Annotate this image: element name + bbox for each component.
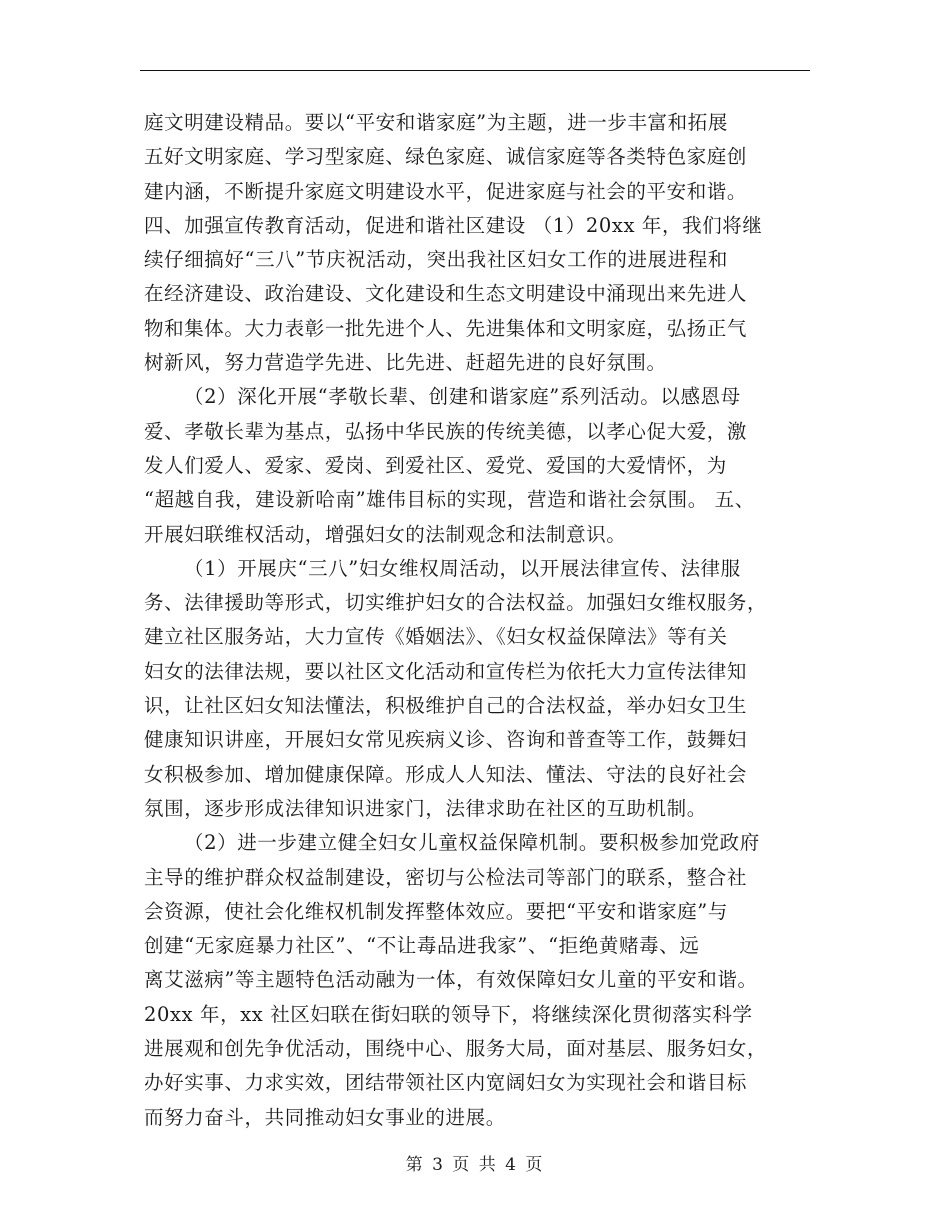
text-line: 树新风，努力营造学先进、比先进、赶超先进的良好氛围。 [144,351,667,375]
text-line: 健康知识讲座，开展妇女常见疾病义诊、咨询和普查等工作，鼓舞妇 [144,728,748,752]
text-line: 妇女的法律法规，要以社区文化活动和宣传栏为依托大力宣传法律知 [144,659,748,683]
text-line: 氛围，逐步形成法律知识进家门，法律求助在社区的互助机制。 [144,796,707,820]
text-line: 爱、孝敬长辈为基点，弘扬中华民族的传统美德，以孝心促大爱，激 [144,419,748,443]
text-line: 离艾滋病”等主题特色活动融为一体，有效保障妇女儿童的平安和谐。 [144,968,758,992]
page-number-footer: 第 3 页 共 4 页 [405,1155,545,1175]
paragraph-start-line: （2）进一步建立健全妇女儿童权益保障机制。要积极参加党政府 [184,831,760,855]
text-line: “超越自我，建设新哈南”雄伟目标的实现，营造和谐社会氛围。 五、 [144,488,755,512]
text-line: 续仔细搞好“三八”节庆祝活动，突出我社区妇女工作的进展进程和 [144,248,728,272]
text-line: 在经济建设、政治建设、文化建设和生态文明建设中涌现出来先进人 [144,282,748,306]
text-line: 发人们爱人、爱家、爱岗、到爱社区、爱党、爱国的大爱情怀，为 [144,453,727,477]
paragraph-start-line: （1）开展庆“三八”妇女维权周活动，以开展法律宣传、法律服 [184,556,741,580]
text-line: 会资源，使社会化维权机制发挥整体效应。要把“平安和谐家庭”与 [144,899,728,923]
section-four-line: 四、加强宣传教育活动，促进和谐社区建设 （1）20xx 年，我们将继 [144,213,763,237]
text-line: 务、法律援助等形式，切实维护妇女的合法权益。加强妇女维权服务， [144,591,768,615]
text-line: 而努力奋斗，共同推动妇女事业的进展。 [144,1105,506,1129]
body-text [144,106,824,1135]
text-line: 主导的维护群众权益制建设，密切与公检法司等部门的联系，整合社 [144,865,748,889]
text-line: 庭文明建设精品。要以“平安和谐家庭”为主题，进一步丰富和拓展 [144,111,728,134]
text-line: 20xx 年，xx 社区妇联在街妇联的领导下，将继续深化贯彻落实科学 [144,1002,753,1026]
text-line: 识，让社区妇女知法懂法，积极维护自己的合法权益，举办妇女卫生 [144,694,748,718]
text-line: 建内涵，不断提升家庭文明建设水平，促进家庭与社会的平安和谐。 [144,179,748,203]
text-line: 进展观和创先争优活动，围绕中心、服务大局，面对基层、服务妇女， [144,1037,768,1061]
text-line: 女积极参加、增加健康保障。形成人人知法、懂法、守法的良好社会 [144,762,748,786]
section-five-line: 开展妇联维权活动，增强妇女的法制观念和法制意识。 [144,522,627,546]
text-line: 物和集体。大力表彰一批先进个人、先进集体和文明家庭，弘扬正气 [144,316,748,340]
text-line: 办好实事、力求实效，团结带领社区内宽阔妇女为实现社会和谐目标 [144,1071,748,1095]
text-line: 五好文明家庭、学习型家庭、绿色家庭、诚信家庭等各类特色家庭创 [144,145,748,169]
text-line: 建立社区服务站，大力宣传《婚姻法》、《妇女权益保障法》等有关 [144,625,728,649]
paragraph-start-line: （2）深化开展“孝敬长辈、创建和谐家庭”系列活动。以感恩母 [184,385,741,409]
header-rule [140,70,810,71]
text-line: 创建“无家庭暴力社区”、“不让毒品进我家”、“拒绝黄赌毒、远 [144,934,700,958]
